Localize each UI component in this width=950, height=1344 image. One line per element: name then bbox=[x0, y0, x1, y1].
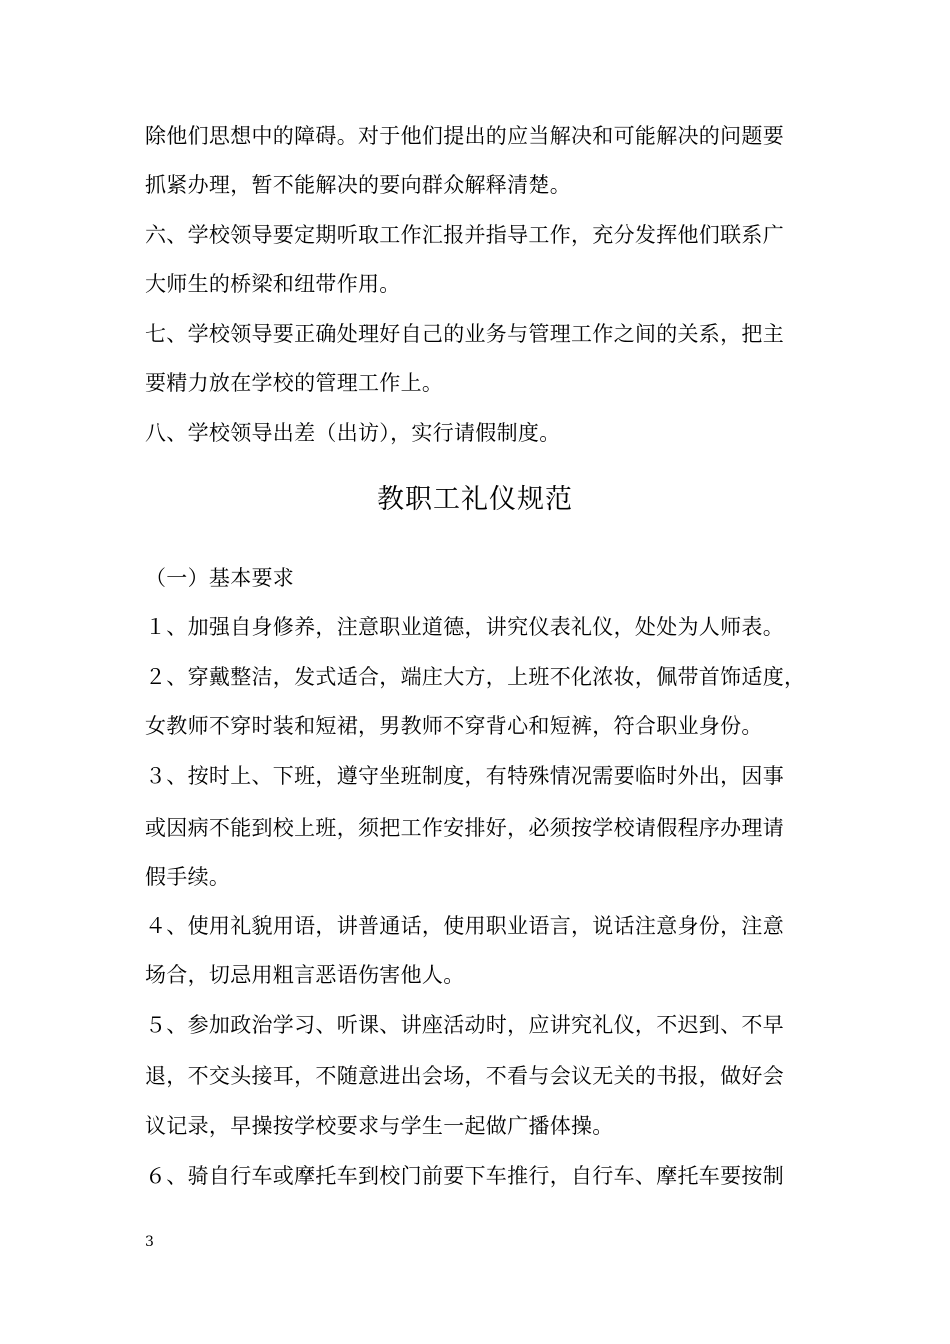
subsection-heading: （一）基本要求 bbox=[145, 566, 295, 590]
paragraph-line: 除他们思想中的障碍。对于他们提出的应当解决和可能解决的问题要 bbox=[145, 124, 784, 148]
paragraph-line: 抓紧办理，暂不能解决的要向群众解释清楚。 bbox=[145, 173, 571, 197]
section-title: 教职工礼仪规范 bbox=[377, 484, 573, 515]
paragraph-line: 七、学校领导要正确处理好自己的业务与管理工作之间的关系，把主 bbox=[145, 322, 784, 346]
paragraph-line: 场合，切忌用粗言恶语伤害他人。 bbox=[145, 963, 465, 987]
paragraph-line: 议记录，早操按学校要求与学生一起做广播体操。 bbox=[145, 1114, 614, 1138]
paragraph-line: 大师生的桥梁和纽带作用。 bbox=[145, 272, 401, 296]
page-number: 3 bbox=[145, 1234, 154, 1250]
paragraph-line: 假手续。 bbox=[145, 865, 231, 889]
paragraph-line: 或因病不能到校上班，须把工作安排好，必须按学校请假程序办理请 bbox=[145, 816, 784, 840]
paragraph-line: ４、使用礼貌用语，讲普通话，使用职业语言，说话注意身份，注意 bbox=[145, 914, 784, 938]
paragraph-line: ２、穿戴整洁，发式适合，端庄大方，上班不化浓妆，佩带首饰适度， bbox=[145, 665, 806, 689]
paragraph-line: 六、学校领导要定期听取工作汇报并指导工作，充分发挥他们联系广 bbox=[145, 223, 784, 247]
paragraph-line: 要精力放在学校的管理工作上。 bbox=[145, 371, 444, 395]
paragraph-line: ３、按时上、下班，遵守坐班制度，有特殊情况需要临时外出，因事 bbox=[145, 764, 784, 788]
paragraph-line: ５、参加政治学习、听课、讲座活动时，应讲究礼仪，不迟到、不早 bbox=[145, 1013, 784, 1037]
paragraph-line: ６、骑自行车或摩托车到校门前要下车推行，自行车、摩托车要按制 bbox=[145, 1164, 784, 1188]
paragraph-line: 女教师不穿时装和短裙，男教师不穿背心和短裤，符合职业身份。 bbox=[145, 714, 763, 738]
paragraph-line: １、加强自身修养，注意职业道德，讲究仪表礼仪，处处为人师表。 bbox=[145, 615, 784, 639]
paragraph-line: 八、学校领导出差（出访），实行请假制度。 bbox=[145, 421, 561, 445]
paragraph-line: 退，不交头接耳，不随意进出会场，不看与会议无关的书报，做好会 bbox=[145, 1064, 784, 1088]
